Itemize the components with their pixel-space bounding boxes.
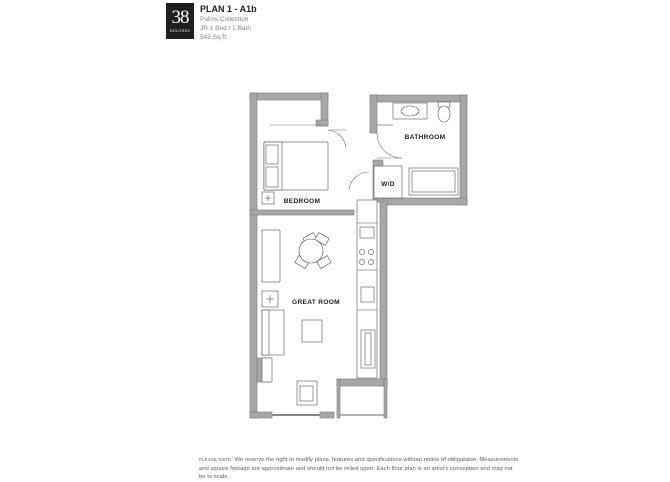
kitchen-counter — [357, 200, 377, 378]
plan-beds-baths: JR 1 Bed / 1 Bath — [200, 25, 251, 32]
disclaimer-lead: PLEASE NOTE: — [199, 457, 233, 462]
bedroom-furniture — [262, 142, 328, 204]
bathroom-label: BATHROOM — [404, 134, 446, 141]
plan-area: 542 Sq.ft. — [200, 34, 228, 41]
disclaimer — [199, 456, 519, 482]
dining-table — [295, 233, 331, 269]
logo-word: DOLORES — [169, 29, 191, 33]
great-room-label: GREAT ROOM — [292, 299, 340, 306]
plan-collection: Palms Collection — [200, 16, 249, 23]
disclaimer-text: We reserve the right to modify plans, features and specifications without notice of obligataion. Measurements and square footage are approximate and should not be relied upon. Each floor plan is an artist's conception and may not be to scale. — [199, 457, 519, 481]
plan-title: PLAN 1 - A1b — [200, 4, 257, 14]
logo-number: 38 — [171, 7, 189, 28]
bedroom-label: BEDROOM — [283, 198, 321, 205]
wd-label: W/D — [381, 181, 395, 188]
